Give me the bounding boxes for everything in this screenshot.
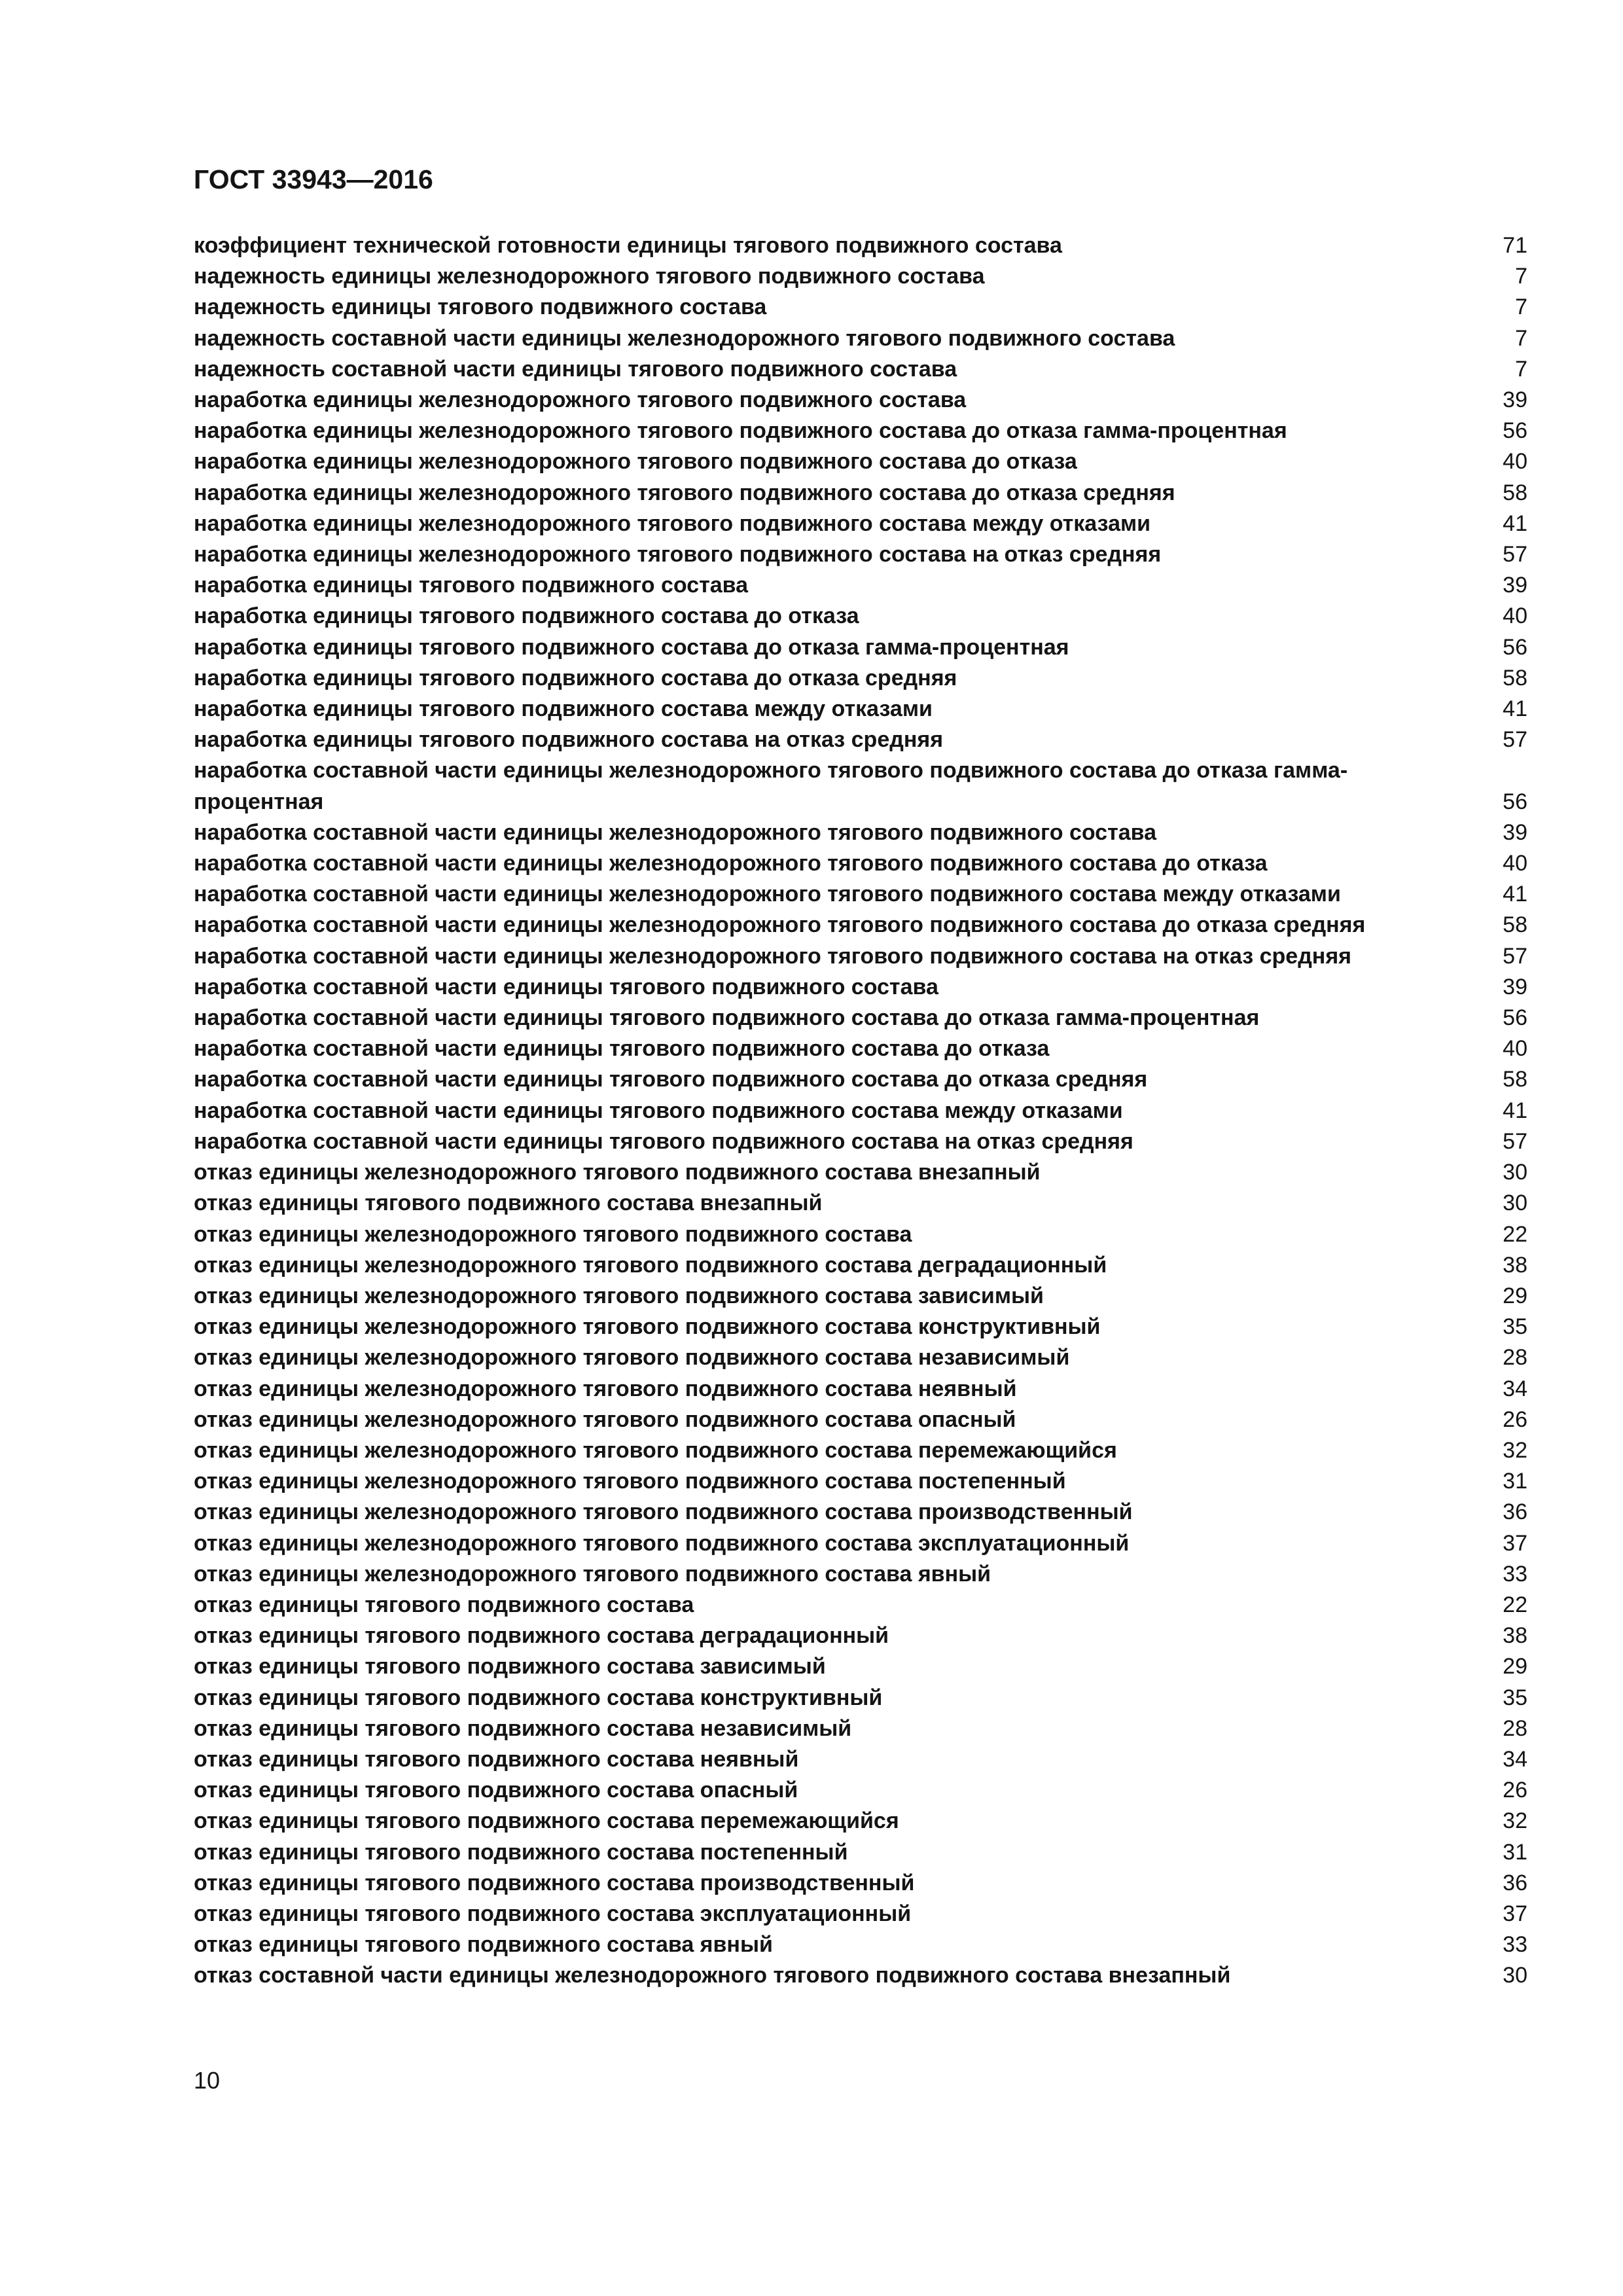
index-entry [194, 1929, 1527, 1960]
index-article-number: 29 [1503, 1283, 1527, 1308]
page-number: 10 [194, 2067, 221, 2094]
index-article-number: 58 [1503, 1067, 1527, 1092]
index-article-number: 32 [1503, 1808, 1527, 1834]
index-entry [194, 1466, 1527, 1497]
index-term: надежность единицы тягового подвижного состава [194, 295, 767, 320]
index-entry [194, 570, 1527, 601]
index-entry [194, 509, 1527, 539]
index-article-number: 30 [1503, 1191, 1527, 1216]
index-term: отказ единицы тягового подвижного состава эксплуатационный [194, 1901, 912, 1926]
index-entry [194, 663, 1527, 694]
index-term: наработка составной части единицы железнодорожного тягового подвижного состава [194, 819, 1157, 845]
index-article-number: 29 [1503, 1654, 1527, 1679]
index-term: наработка единицы железнодорожного тягового подвижного состава [194, 387, 967, 413]
index-entry [194, 1219, 1527, 1250]
index-article-number: 7 [1515, 264, 1527, 289]
index-term: отказ единицы железнодорожного тягового подвижного состава постепенный [194, 1469, 1066, 1494]
index-entry [194, 1064, 1527, 1095]
index-article-number: 41 [1503, 1098, 1527, 1123]
index-article-number: 71 [1503, 233, 1527, 258]
index-article-number: 28 [1503, 1345, 1527, 1371]
index-entry [194, 879, 1527, 910]
index-article-number: 38 [1503, 1623, 1527, 1649]
index-article-number: 41 [1503, 882, 1527, 907]
index-term: наработка единицы железнодорожного тягового подвижного состава до отказа гамма-процентная [194, 418, 1287, 444]
index-term: отказ единицы железнодорожного тягового подвижного состава опасный [194, 1407, 1016, 1432]
index-entry [194, 1806, 1527, 1837]
index-entry [194, 817, 1527, 848]
index-term: отказ единицы тягового подвижного состава явный [194, 1932, 773, 1958]
document-header: ГОСТ 33943—2016 [194, 164, 433, 194]
index-article-number: 40 [1503, 1036, 1527, 1062]
index-entry [194, 1713, 1527, 1744]
index-entry [194, 354, 1527, 385]
index-term: отказ единицы тягового подвижного состава конструктивный [194, 1685, 883, 1710]
index-entry [194, 1960, 1527, 1991]
index-term: наработка составной части единицы тягового подвижного состава на отказ средняя [194, 1128, 1133, 1154]
index-article-number: 26 [1503, 1778, 1527, 1803]
index-article-number: 56 [1503, 418, 1527, 444]
index-entry [194, 1744, 1527, 1775]
index-entry [194, 848, 1527, 879]
index-article-number: 30 [1503, 1160, 1527, 1185]
index-term: наработка составной части единицы железнодорожного тягового подвижного состава между отказами [194, 882, 1341, 907]
index-article-number: 35 [1503, 1314, 1527, 1340]
index-term: отказ единицы железнодорожного тягового подвижного состава независимый [194, 1345, 1070, 1371]
index-article-number: 7 [1515, 295, 1527, 320]
index-term: отказ единицы железнодорожного тягового подвижного состава внезапный [194, 1160, 1041, 1185]
index-term: отказ составной части единицы железнодорожного тягового подвижного состава внезапный [194, 1963, 1231, 1988]
index-term: наработка единицы железнодорожного тягового подвижного состава на отказ средняя [194, 542, 1162, 567]
index-article-number: 22 [1503, 1592, 1527, 1617]
index-article-number: 39 [1503, 573, 1527, 598]
index-term: надежность составной части единицы тягового подвижного состава [194, 356, 957, 382]
index-entry [194, 1899, 1527, 1929]
index-entry [194, 230, 1527, 261]
index-term: наработка составной части единицы железнодорожного тягового подвижного состава на отказ средняя [194, 943, 1351, 969]
index-entry [194, 292, 1527, 323]
index-article-number: 40 [1503, 603, 1527, 629]
index-entry [194, 632, 1527, 663]
index-term: отказ единицы железнодорожного тягового подвижного состава явный [194, 1561, 991, 1587]
index-term: наработка единицы железнодорожного тягового подвижного состава до отказа средняя [194, 480, 1175, 505]
index-term: отказ единицы тягового подвижного состава независимый [194, 1715, 852, 1741]
index-entry [194, 385, 1527, 416]
index-term: наработка составной части единицы тягового подвижного состава до отказа гамма-процентная [194, 1005, 1260, 1031]
index-article-number: 40 [1503, 449, 1527, 475]
index-term: отказ единицы тягового подвижного состава перемежающийся [194, 1808, 899, 1834]
index-term: наработка составной части единицы тягового подвижного состава до отказа средняя [194, 1067, 1148, 1092]
index-term: наработка единицы тягового подвижного состава на отказ средняя [194, 727, 944, 753]
index-term: отказ единицы тягового подвижного состава внезапный [194, 1191, 823, 1216]
index-article-number: 22 [1503, 1221, 1527, 1247]
index-article-number: 35 [1503, 1685, 1527, 1710]
index-article-number: 39 [1503, 387, 1527, 413]
index-term: наработка единицы тягового подвижного состава между отказами [194, 696, 933, 722]
index-article-number: 28 [1503, 1715, 1527, 1741]
index-entry [194, 261, 1527, 292]
index-entry [194, 725, 1527, 755]
index-article-number: 36 [1503, 1870, 1527, 1895]
index-entry [194, 1435, 1527, 1466]
index-entry [194, 1868, 1527, 1899]
index-article-number: 57 [1503, 943, 1527, 969]
index-entry [194, 1590, 1527, 1621]
index-article-number: 41 [1503, 696, 1527, 722]
index-term: отказ единицы железнодорожного тягового подвижного состава деградационный [194, 1252, 1107, 1278]
index-article-number: 56 [1503, 789, 1527, 814]
index-article-number: 34 [1503, 1746, 1527, 1772]
index-article-number: 33 [1503, 1932, 1527, 1958]
index-entry [194, 1683, 1527, 1713]
index-entry [194, 601, 1527, 632]
index-term: отказ единицы железнодорожного тягового подвижного состава зависимый [194, 1283, 1044, 1308]
index-term: отказ единицы тягового подвижного состава неявный [194, 1746, 799, 1772]
index-term: наработка составной части единицы тягового подвижного состава [194, 974, 938, 999]
index-term: надежность единицы железнодорожного тягового подвижного состава [194, 264, 985, 289]
index-article-number: 38 [1503, 1252, 1527, 1278]
index-article-number: 58 [1503, 665, 1527, 691]
index-entry [194, 910, 1527, 941]
index-term: наработка единицы тягового подвижного состава до отказа гамма-процентная [194, 634, 1069, 660]
index-article-number: 39 [1503, 974, 1527, 999]
index-entry [194, 1003, 1527, 1033]
index-entry [194, 478, 1527, 509]
index-term: отказ единицы железнодорожного тягового подвижного состава неявный [194, 1376, 1017, 1401]
index-entry [194, 1621, 1527, 1651]
index-article-number: 33 [1503, 1561, 1527, 1587]
index-term: отказ единицы тягового подвижного состава постепенный [194, 1839, 848, 1865]
index-term: отказ единицы железнодорожного тягового подвижного состава производственный [194, 1499, 1133, 1525]
index-term: наработка единицы тягового подвижного состава [194, 573, 749, 598]
index-entry [194, 446, 1527, 477]
index-term: отказ единицы железнодорожного тягового подвижного состава перемежающийся [194, 1437, 1117, 1463]
index-article-number: 31 [1503, 1469, 1527, 1494]
index-entry [194, 1312, 1527, 1342]
index-term: наработка составной части единицы железнодорожного тягового подвижного состава до отказа [194, 851, 1268, 876]
index-term: отказ единицы тягового подвижного состава [194, 1592, 694, 1617]
index-article-number: 58 [1503, 480, 1527, 505]
index-entry [194, 1096, 1527, 1126]
index-article-number: 7 [1515, 356, 1527, 382]
index-entry [194, 1775, 1527, 1806]
index-term: надежность составной части единицы железнодорожного тягового подвижного состава [194, 325, 1175, 351]
index-term: коэффициент технической готовности единицы тягового подвижного состава [194, 233, 1062, 258]
index-article-number: 57 [1503, 1128, 1527, 1154]
index-term: наработка составной части единицы железнодорожного тягового подвижного состава до отказа средняя [194, 912, 1366, 938]
index-entry [194, 694, 1527, 725]
index-entry [194, 1157, 1527, 1188]
index-term: наработка единицы тягового подвижного состава до отказа средняя [194, 665, 957, 691]
index-article-number: 40 [1503, 851, 1527, 876]
index-entry [194, 1033, 1527, 1064]
index-entry [194, 1281, 1527, 1312]
index-entry [194, 755, 1527, 817]
index-entry [194, 1559, 1527, 1590]
index-entry [194, 1837, 1527, 1868]
index-article-number: 34 [1503, 1376, 1527, 1401]
index-term: отказ единицы железнодорожного тягового подвижного состава конструктивный [194, 1314, 1101, 1340]
index-article-number: 37 [1503, 1530, 1527, 1556]
index-article-number: 39 [1503, 819, 1527, 845]
index-entry [194, 323, 1527, 354]
index-entry [194, 1528, 1527, 1559]
index-article-number: 31 [1503, 1839, 1527, 1865]
index-entry [194, 1126, 1527, 1157]
index-term: наработка составной части единицы тягового подвижного состава до отказа [194, 1036, 1050, 1062]
index-term: наработка составной части единицы тягового подвижного состава между отказами [194, 1098, 1123, 1123]
index-entry [194, 972, 1527, 1003]
index-article-number: 56 [1503, 1005, 1527, 1031]
term-index-list [194, 230, 1527, 1992]
index-term: отказ единицы тягового подвижного состава производственный [194, 1870, 915, 1895]
index-term: отказ единицы железнодорожного тягового подвижного состава эксплуатационный [194, 1530, 1130, 1556]
index-term: отказ единицы тягового подвижного состава зависимый [194, 1654, 826, 1679]
index-entry [194, 941, 1527, 972]
index-entry [194, 416, 1527, 446]
index-article-number: 36 [1503, 1499, 1527, 1525]
index-entry [194, 1342, 1527, 1373]
index-article-number: 26 [1503, 1407, 1527, 1432]
index-entry [194, 539, 1527, 570]
index-article-number: 56 [1503, 634, 1527, 660]
index-entry [194, 1188, 1527, 1219]
index-entry [194, 1405, 1527, 1435]
index-article-number: 37 [1503, 1901, 1527, 1926]
index-article-number: 57 [1503, 542, 1527, 567]
index-term: отказ единицы тягового подвижного состава опасный [194, 1778, 798, 1803]
index-article-number: 32 [1503, 1437, 1527, 1463]
index-term: наработка единицы железнодорожного тягового подвижного состава между отказами [194, 511, 1151, 536]
index-term: наработка единицы железнодорожного тягового подвижного состава до отказа [194, 449, 1077, 475]
index-entry [194, 1651, 1527, 1682]
index-entry [194, 1250, 1527, 1281]
index-term: отказ единицы железнодорожного тягового подвижного состава [194, 1221, 912, 1247]
index-article-number: 58 [1503, 912, 1527, 938]
index-article-number: 7 [1515, 325, 1527, 351]
index-entry [194, 1374, 1527, 1405]
index-term: отказ единицы тягового подвижного состава деградационный [194, 1623, 889, 1649]
index-article-number: 30 [1503, 1963, 1527, 1988]
index-term: наработка единицы тягового подвижного состава до отказа [194, 603, 859, 629]
index-article-number: 57 [1503, 727, 1527, 753]
index-term: наработка составной части единицы железнодорожного тягового подвижного состава до отказа гамма-процентная [194, 758, 1348, 814]
index-entry [194, 1497, 1527, 1528]
index-article-number: 41 [1503, 511, 1527, 536]
